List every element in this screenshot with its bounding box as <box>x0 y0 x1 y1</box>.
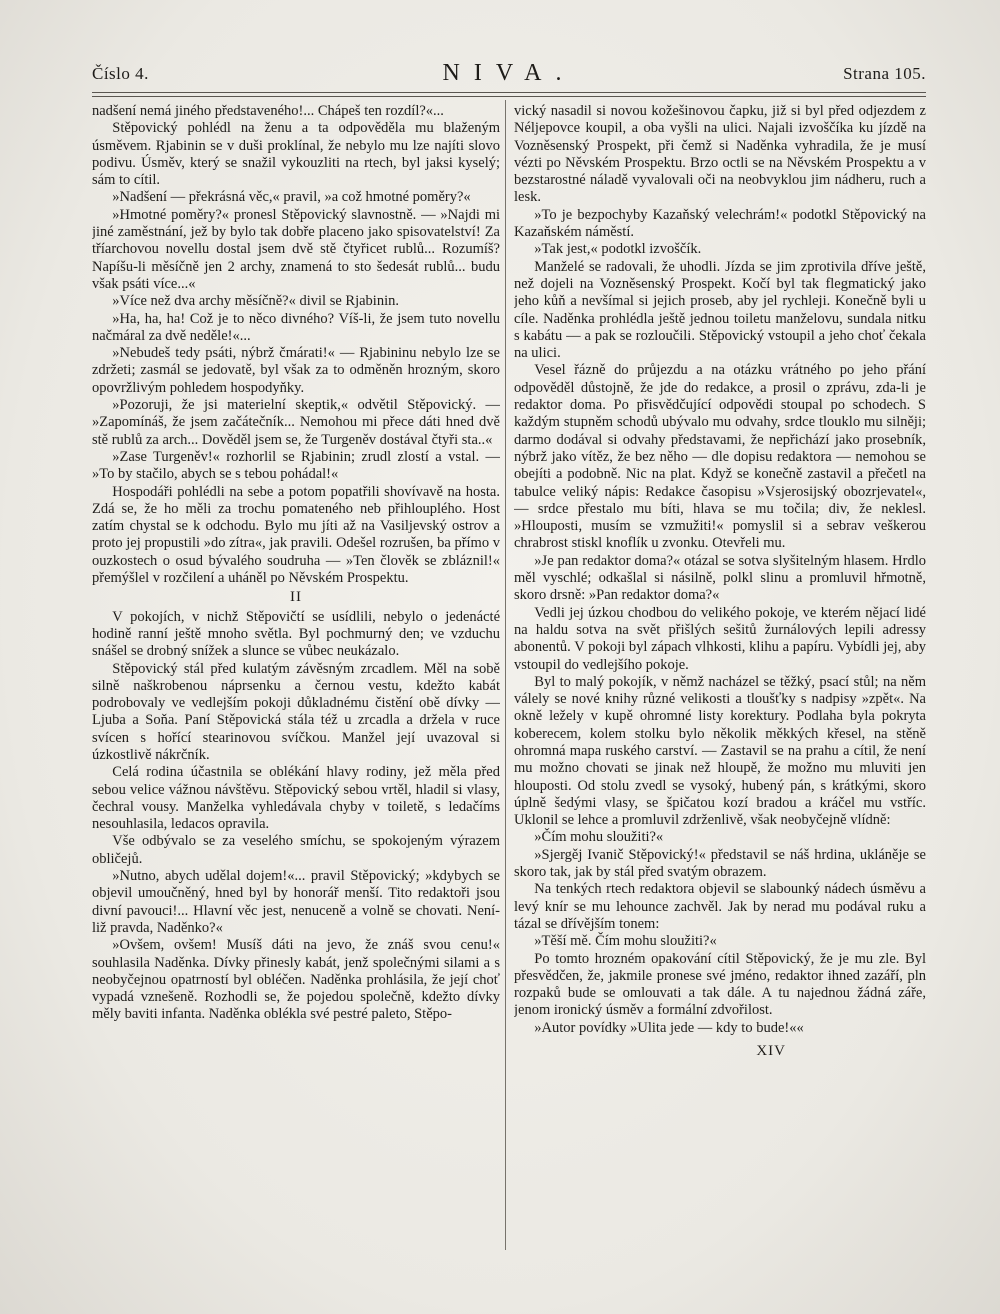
paragraph: Celá rodina účastnila se oblékání hlavy rodiny, jež měla před sebou velice vážnou návštěvu. Stěpovický sebou vrtěl, hladil si vlasy, čechral vousy. Manželka vyhledávala chyby v toiletě, s ledačíms nesouhlasila, ledacos opravila. <box>92 764 500 833</box>
paragraph: »To je bezpochyby Kazaňský velechrám!« podotkl Stěpovický na Kazaňském náměstí. <box>514 206 926 241</box>
header-rule-bottom <box>92 96 926 97</box>
sheet-signature: XIV <box>756 1043 786 1060</box>
paragraph: »Tak jest,« podotkl izvoščík. <box>534 241 702 258</box>
section-heading: II <box>290 589 302 606</box>
header-rule-top <box>92 92 926 93</box>
paragraph: nadšení nemá jiného představeného!... Chápeš ten rozdíl?«... <box>92 103 444 119</box>
paragraph: »Nutno, abych udělal dojem!«... pravil Stěpovický; »kdybych se objevil umoučněný, hned byl by honorář menší. Tito redaktoři jsou divní pavouci!... Hlavní věc jest, nenuceně a volně se chovati. Není-liž pravda, Naděnko?« <box>92 868 500 936</box>
issue-number: Číslo 4. <box>92 64 149 83</box>
paragraph: »Čím mohu sloužiti?« <box>534 829 664 846</box>
paragraph: »Sjergěj Ivanič Stěpovický!« představil se náš hrdina, ukláněje se skoro tak, jak by stál před svatým obrazem. <box>514 846 926 881</box>
paragraph: »Autor povídky »Ulita jede — kdy to bude!«« <box>534 1019 804 1036</box>
paragraph: »Je pan redaktor doma?« otázal se sotva slyšitelným hlasem. Hrdlo měl vyschlé; odkašlal si násilně, polkl slinu a promluvil hřmotně, skoro drsně: »Pan redaktor doma?« <box>514 552 926 604</box>
paragraph: Po tomto hrozném opakování cítil Stěpovický, že je mu zle. Byl přesvědčen, že, jakmile pronese své jméno, redaktor ihned zazáří, pln rozpaků bude se omlouvati a tak dále. A tu najednou žádná záře, jenom ironický úsměv a formální zdvořilost. <box>514 950 926 1019</box>
paragraph: »Nebudeš tedy psáti, nýbrž čmárati!« — Rjabininu nebylo lze se zdržeti; zasmál se jedovatě, byl však za to odměněn hrozným, skoro opovržlivým pohledem hospodyňky. <box>92 345 500 396</box>
paragraph: »Hmotné poměry?« pronesl Stěpovický slavnostně. — »Najdi mi jiné zaměstnání, jež by bylo tak dobře placeno jako spisovatelství! Za tříarchovou novellu dostal jsem dvě stě čtyřicet rublů... Rozumíš? Napíšu-li měsíčně jen 2 archy, znamená to sto šedesát rublů... budu však psáti více...« <box>92 206 500 292</box>
paragraph: Hospodáři pohlédli na sebe a potom popatřili shovívavě na hosta. Zdá se, že ho měli za trochu pomateného neb přihlouplého. Host zatím chystal se k odchodu. Bylo mu jíti až na Vasiljevský ostrov a proto jej propustili »do zítra«, jak pravili. Odešel rozrušen, ba přímo v ouzkostech o osud bývalého soudruha — »Ten člověk se zbláznil!« přemýšlel v rozčilení a uháněl po Něvském Prospektu. <box>92 483 500 587</box>
page-header <box>92 62 926 88</box>
paragraph: vický nasadil si novou kožešinovou čapku, již si byl před odjezdem z Néljepovce koupil, a oba vyšli na ulici. Najali izvoščíka ku jízdě na Vozněsenský Prospekt, při čemž si Naděnka vyhradila, že je musí vézti po Něvském Prospektu. Brzo octli se na Něvském Prospektu a v bezstarostné náladě vyvalovali oči na neobvyklou jim nádheru, ruch a lesk. <box>514 103 926 206</box>
paragraph: »Nadšení — překrásná věc,« pravil, »a což hmotné poměry?« <box>112 189 471 206</box>
paragraph: »Ovšem, ovšem! Musíš dáti na jevo, že znáš svou cenu!« souhlasila Naděnka. Dívky přinesly kabát, jenž společnými silami a s neobyčejnou opatrností byl obléčen. Naděnka prohlásila, že její choť vypadá vznešeně. Rozhodli se, že pojedou společně, kdežto dívky měly baviti infanta. Naděnka oblékla své pestré paleto, Stěpo- <box>92 937 500 1023</box>
page-number: Strana 105. <box>843 64 926 83</box>
paragraph: Stěpovický pohlédl na ženu a ta odpověděla mu blaženým úsměvem. Rjabinin se v duši proklínal, že nebylo mu lze najíti slovo podivu. Úsměv, který se snažil vykouzliti na rtech, byl jaksi kyselý; sám to cítil. <box>92 120 500 189</box>
paragraph: Vše odbývalo se za veselého smíchu, se spokojeným výrazem obličejů. <box>92 833 500 867</box>
masthead-title: NIVA. <box>442 60 576 86</box>
paragraph: »Ha, ha, ha! Což je to něco divného? Víš-li, že jsem tuto novellu načmáral za dvě neděle!«... <box>92 310 500 344</box>
paragraph: »Zase Turgeněv!« rozhorlil se Rjabinin; zrudl zlostí a vstal. — »To by stačilo, abych se s tebou pohádal!« <box>92 448 500 483</box>
right-column <box>514 103 926 1263</box>
column-divider <box>505 100 506 1250</box>
paragraph: Na tenkých rtech redaktora objevil se slabounký nádech úsměvu a levý knír se mu lehounce zachvěl. Jak by nerad mu podával ruku a tázal se dřívějším tonem: <box>514 881 926 932</box>
paragraph: Stěpovický stál před kulatým závěsným zrcadlem. Měl na sobě silně naškrobenou náprsenku a černou vestu, kdežto kabát podrobovaly ve vedlejším pokoji důkladnému čistění obě dívky — Ljuba a Soňa. Paní Stěpovická stála též u zrcadla a držela v ruce svícen s hořící stearinovou svíčkou. Manžel její uvazoval si úzkostlivě nákrčník. <box>92 660 500 763</box>
paragraph: Vesel řázně do průjezdu a na otázku vrátného po jeho přání odpověděl důstojně, že jde do redakce, a prosil o zprávu, zda-li je redaktor doma. Po přisvědčující odpovědi stoupal po schodech. S každým stupněm schodů ubývalo mu odvahy, srdce tlouklo mu silněji; darmo dodával si odvahy představami, že nepřichází jako prosebník, nýbrž jako vítěz, že bez něho — dle dopisu redaktora — nemohou se obejíti a podobně. Nic na plat. Když se konečně zastavil a přečetl na tabulce veliký nápis: Redakce časopisu »Vsjerosijský obozrjevatel«, — srdce přestalo mu bíti, hlava se mu točila; div, že neklesl. »Hlouposti, musím se vzmužiti!« pomyslil si a sebrav veškerou chrabrost stiskl knoflík u zvonku. Otevřeli mu. <box>514 362 926 552</box>
paragraph: »Těší mě. Čím mohu sloužiti?« <box>534 933 717 950</box>
paragraph: Manželé se radovali, že uhodli. Jízda se jim zprotivila dříve ještě, než dojeli na Vozněsenský Prospekt. Kočí byl tak flegmatický jako jeho kůň a nevšímal si jejich proseb, aby jel rychleji. Konečně byli u cíle. Naděnka prohlédla ještě jednou toiletu manželovu, sundala nitku s kabátu — a pak se rozloučili. Stěpovický vstoupil a jeho choť čekala na ulici. <box>514 258 926 362</box>
paragraph: V pokojích, v nichž Stěpovičtí se usídlili, nebylo o jedenácté hodině ranní ještě mnoho světla. Byl pochmurný den; ve vzduchu snášel se drobný snížek a slunce se vůbec neukázalo. <box>92 608 500 660</box>
paragraph: »Pozoruji, že jsi materielní skeptik,« odvětil Stěpovický. — »Zapomínáš, že jsem začátečník... Nemohou mi přece dáti hned dvě stě rublů za arch... Dověděl jsem se, že Turgeněv dostával čtyři sta..« <box>92 397 500 448</box>
paragraph: »Více než dva archy měsíčně?« divil se Rjabinin. <box>112 293 399 310</box>
paragraph: Byl to malý pokojík, v němž nacházel se těžký, psací stůl; na něm válely se nové knihy různé velikosti a tloušťky s nadpisy »zpět«. Na okně ležely v kupě ohromné listy korektury. Podlaha byla pokryta koberecem, kolem stolku bylo několik měkkých křesel, na stěně ohromná mapa ruského carství. — Zastavil se na prahu a cítil, že není mu možno chovati se jinak než hloupě, že možno mu mluviti jen hlouposti. Od stolu zvedl se vysoký, hubený pán, s krátkými, skoro úplně šedými vlasy, se špičatou kozí bradou a kráčel mu vstříc. Uklonil se lehce a promluvil zdrženlivě, však neobyčejně vlídně: <box>514 673 926 829</box>
left-column <box>92 103 500 1263</box>
paragraph: Vedli jej úzkou chodbou do velikého pokoje, ve kterém nějací lidé na haldu sotva na svět přišlých sešitů žurnálových lepili adressy abonentů. V pokoji byl zápach vlhkosti, klihu a papíru. Vybídli jej, aby vstoupil do vedlejšího pokoje. <box>514 604 926 673</box>
